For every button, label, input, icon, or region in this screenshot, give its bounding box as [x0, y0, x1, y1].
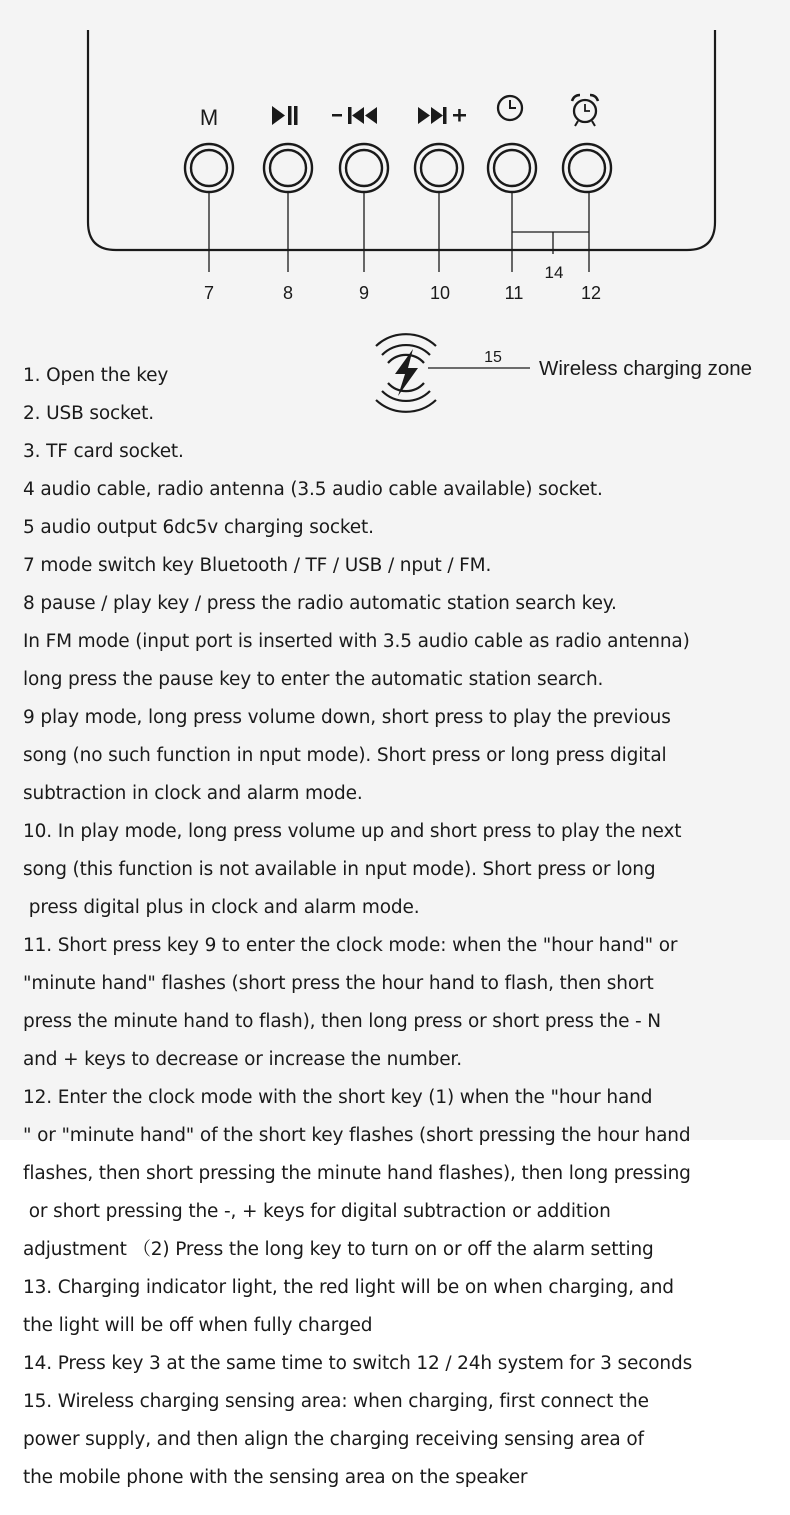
next-plus-button[interactable]: [415, 144, 463, 192]
play-pause-button[interactable]: [264, 144, 312, 192]
clock-button[interactable]: [488, 144, 536, 192]
alarm-clock-icon: [572, 95, 598, 126]
play-pause-icon: [272, 106, 298, 125]
button-number-8: 8: [282, 283, 294, 303]
instruction-line: the mobile phone with the sensing area on the speaker: [23, 1467, 528, 1488]
wireless-number-15: 15: [484, 349, 502, 366]
instruction-line: song (this function is not available in nput mode). Short press or long: [23, 859, 656, 880]
instruction-line: 9 play mode, long press volume down, short press to play the previous: [23, 707, 671, 728]
instruction-line: 7 mode switch key Bluetooth / TF / USB / nput / FM.: [23, 555, 492, 576]
next-plus-icon: [418, 107, 466, 124]
instruction-line: 14. Press key 3 at the same time to switch 12 / 24h system for 3 seconds: [23, 1353, 693, 1374]
m-symbol: M: [199, 105, 219, 130]
instruction-line: and + keys to decrease or increase the number.: [23, 1049, 462, 1070]
instruction-line: 15. Wireless charging sensing area: when charging, first connect the: [23, 1391, 649, 1412]
instruction-line: long press the pause key to enter the automatic station search.: [23, 669, 604, 690]
clock-icon: [498, 96, 522, 120]
instruction-line: flashes, then short pressing the minute hand flashes), then long pressing: [23, 1163, 691, 1184]
button-number-9: 9: [358, 283, 370, 303]
instruction-line: 1. Open the key: [23, 365, 169, 386]
instruction-line: power supply, and then align the charging receiving sensing area of: [23, 1429, 644, 1450]
instruction-line: press the minute hand to flash), then long press or short press the - N: [23, 1011, 661, 1032]
button-number-11: 11: [504, 283, 524, 303]
instruction-line: 10. In play mode, long press volume up and short press to play the next: [23, 821, 682, 842]
instruction-line: " or "minute hand" of the short key flashes (short pressing the hour hand: [23, 1125, 691, 1146]
instruction-line: press digital plus in clock and alarm mode.: [23, 897, 420, 918]
instruction-line: or short pressing the -, + keys for digital subtraction or addition: [23, 1201, 611, 1222]
button-number-12: 12: [580, 283, 602, 303]
instruction-line: song (no such function in nput mode). Short press or long press digital: [23, 745, 667, 766]
instruction-line: 4 audio cable, radio antenna (3.5 audio cable available) socket.: [23, 479, 603, 500]
button-number-7: 7: [203, 283, 215, 303]
minus-previous-icon: [332, 107, 377, 124]
instruction-line: 13. Charging indicator light, the red light will be on when charging, and: [23, 1277, 674, 1298]
alarm-button[interactable]: [563, 144, 611, 192]
mode-button[interactable]: [185, 144, 233, 192]
instruction-line: 5 audio output 6dc5v charging socket.: [23, 517, 374, 538]
instruction-line: 11. Short press key 9 to enter the clock mode: when the "hour hand" or: [23, 935, 678, 956]
instruction-line: 3. TF card socket.: [23, 441, 184, 462]
instruction-list: [23, 357, 783, 1497]
instruction-line: 2. USB socket.: [23, 403, 154, 424]
instruction-line: subtraction in clock and alarm mode.: [23, 783, 363, 804]
wireless-charging-label: Wireless charging zone: [539, 357, 753, 380]
panel-outline: [88, 30, 715, 250]
instruction-line: adjustment （2) Press the long key to turn on or off the alarm setting: [23, 1239, 654, 1260]
instruction-line: "minute hand" flashes (short press the hour hand to flash, then short: [23, 973, 654, 994]
minus-previous-button[interactable]: [340, 144, 388, 192]
combo-number-14: 14: [544, 263, 564, 282]
instruction-line: 12. Enter the clock mode with the short key (1) when the "hour hand: [23, 1087, 653, 1108]
button-number-10: 10: [429, 283, 451, 303]
instruction-line: the light will be off when fully charged: [23, 1315, 373, 1336]
instruction-line: In FM mode (input port is inserted with 3.5 audio cable as radio antenna): [23, 631, 690, 652]
instruction-line: 8 pause / play key / press the radio automatic station search key.: [23, 593, 617, 614]
